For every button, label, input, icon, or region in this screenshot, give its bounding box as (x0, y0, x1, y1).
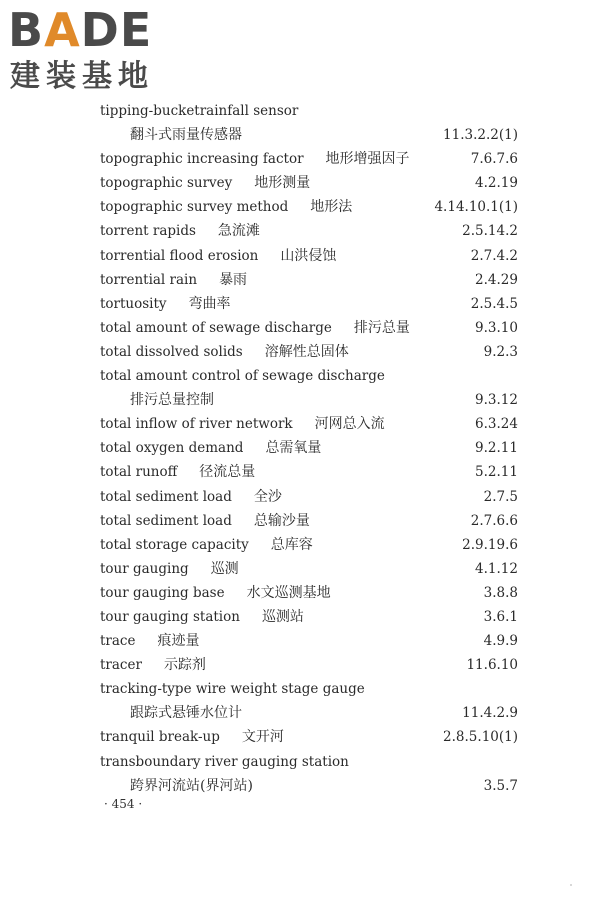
logo-subtitle: 建装基地 (10, 59, 154, 94)
entry-english-term: total storage capacity (100, 536, 249, 553)
entry-section-reference: 2.9.19.6 (462, 536, 518, 553)
glossary-entry (100, 316, 520, 340)
entry-section-reference: 7.6.7.6 (470, 151, 518, 168)
entry-section-reference: 4.9.9 (483, 633, 518, 650)
entry-english-term: trace (100, 633, 136, 650)
glossary-entry (100, 412, 520, 436)
entry-chinese-term: 跨界河流站(界河站) (130, 777, 253, 794)
entry-section-reference: 9.2.3 (483, 343, 518, 360)
entry-chinese-term: 地形测量 (254, 175, 311, 192)
logo-wordmark: BADE (8, 3, 153, 57)
glossary-entry (100, 147, 520, 171)
entry-chinese-term: 水文巡测基地 (246, 584, 331, 601)
glossary-entries (100, 99, 520, 798)
entry-chinese-term: 总需氧量 (265, 440, 322, 457)
entry-english-term: tour gauging base (100, 584, 225, 601)
glossary-entry (100, 701, 520, 725)
entry-english-term: total amount of sewage discharge (100, 319, 332, 336)
glossary-entry (100, 123, 520, 147)
entry-section-reference: 11.6.10 (466, 657, 518, 674)
entry-chinese-term: 河网总入流 (314, 416, 385, 433)
entry-chinese-term: 排污总量 (353, 319, 410, 336)
entry-section-reference: 2.8.5.10(1) (443, 729, 518, 746)
entry-chinese-term: 痕迹量 (157, 633, 200, 650)
bade-logo (8, 4, 178, 96)
entry-section-reference: 2.5.4.5 (470, 295, 518, 312)
glossary-entry (100, 364, 520, 388)
entry-chinese-term: 翻斗式雨量传感器 (130, 127, 242, 144)
entry-english-term: topographic increasing factor (100, 151, 304, 168)
entry-english-term: total inflow of river network (100, 416, 293, 433)
entry-english-term: topographic survey (100, 175, 233, 192)
entry-english-term: tracer (100, 657, 142, 674)
page-number: · 454 · (104, 797, 143, 811)
entry-chinese-term: 文开河 (241, 729, 284, 746)
entry-chinese-term: 地形法 (310, 199, 353, 216)
entry-english-term: tour gauging station (100, 608, 240, 625)
glossary-entry (100, 460, 520, 484)
entry-english-term: total dissolved solids (100, 343, 243, 360)
glossary-entry (100, 750, 520, 774)
entry-section-reference: 9.2.11 (475, 440, 518, 457)
entry-english-term: transboundary river gauging station (100, 753, 349, 770)
entry-section-reference: 4.1.12 (475, 560, 518, 577)
entry-section-reference: 2.5.14.2 (462, 223, 518, 240)
entry-section-reference: 3.6.1 (483, 608, 518, 625)
entry-english-term: torrent rapids (100, 223, 196, 240)
glossary-entry (100, 581, 520, 605)
entry-chinese-term: 排污总量控制 (130, 392, 214, 409)
entry-section-reference: 3.5.7 (483, 777, 518, 794)
entry-english-term: total sediment load (100, 488, 232, 505)
entry-chinese-term: 巡测站 (261, 608, 304, 625)
entry-chinese-term: 跟踪式悬锤水位计 (130, 705, 242, 722)
glossary-entry (100, 195, 520, 219)
entry-chinese-term: 地形增强因子 (325, 151, 410, 168)
entry-chinese-term: 弯曲率 (188, 295, 231, 312)
entry-english-term: tracking-type wire weight stage gauge (100, 681, 365, 698)
entry-section-reference: 11.4.2.9 (462, 705, 518, 722)
glossary-entry (100, 629, 520, 653)
entry-chinese-term: 巡测 (210, 560, 239, 577)
entry-chinese-term: 暴雨 (219, 271, 248, 288)
glossary-entry (100, 292, 520, 316)
entry-chinese-term: 总库容 (270, 536, 313, 553)
entry-section-reference: 2.7.6.6 (470, 512, 518, 529)
glossary-entry (100, 219, 520, 243)
entry-english-term: tipping-bucketrainfall sensor (100, 103, 299, 119)
entry-chinese-term: 径流总量 (199, 464, 256, 481)
glossary-entry (100, 677, 520, 701)
entry-english-term: total runoff (100, 464, 178, 481)
entry-english-term: tour gauging (100, 560, 189, 577)
glossary-entry (100, 388, 520, 412)
entry-english-term: topographic survey method (100, 199, 289, 216)
entry-english-term: torrential rain (100, 271, 198, 288)
entry-english-term: total amount control of sewage discharge (100, 368, 385, 385)
entry-section-reference: 2.4.29 (475, 271, 518, 288)
entry-english-term: tranquil break-up (100, 729, 220, 746)
entry-chinese-term: 溶解性总固体 (264, 343, 349, 360)
entry-section-reference: 5.2.11 (475, 464, 518, 481)
entry-english-term: total oxygen demand (100, 440, 244, 457)
scan-speck (570, 884, 572, 886)
entry-section-reference: 9.3.10 (475, 319, 518, 336)
glossary-entry (100, 605, 520, 629)
glossary-entry (100, 557, 520, 581)
glossary-entry (100, 436, 520, 460)
glossary-entry (100, 268, 520, 292)
glossary-entry (100, 244, 520, 268)
glossary-entry (100, 340, 520, 364)
entry-section-reference: 4.14.10.1(1) (434, 199, 518, 216)
entry-chinese-term: 急流滩 (217, 223, 260, 240)
glossary-entry (100, 725, 520, 749)
glossary-entry (100, 774, 520, 798)
entry-chinese-term: 示踪剂 (163, 657, 206, 674)
glossary-entry (100, 533, 520, 557)
entry-chinese-term: 山洪侵蚀 (280, 247, 337, 264)
entry-section-reference: 4.2.19 (475, 175, 518, 192)
entry-section-reference: 2.7.5 (483, 488, 518, 505)
entry-chinese-term: 总输沙量 (253, 512, 310, 529)
glossary-entry (100, 99, 520, 123)
entry-section-reference: 11.3.2.2(1) (443, 127, 518, 144)
entry-section-reference: 6.3.24 (475, 416, 518, 433)
entry-section-reference: 3.8.8 (483, 584, 518, 601)
entry-chinese-term: 全沙 (253, 488, 282, 505)
entry-section-reference: 2.7.4.2 (470, 247, 518, 264)
entry-english-term: total sediment load (100, 512, 232, 529)
entry-english-term: torrential flood erosion (100, 247, 259, 264)
entry-section-reference: 9.3.12 (475, 392, 518, 409)
glossary-entry (100, 485, 520, 509)
glossary-entry (100, 509, 520, 533)
glossary-entry (100, 653, 520, 677)
glossary-entry (100, 171, 520, 195)
entry-english-term: tortuosity (100, 295, 167, 312)
